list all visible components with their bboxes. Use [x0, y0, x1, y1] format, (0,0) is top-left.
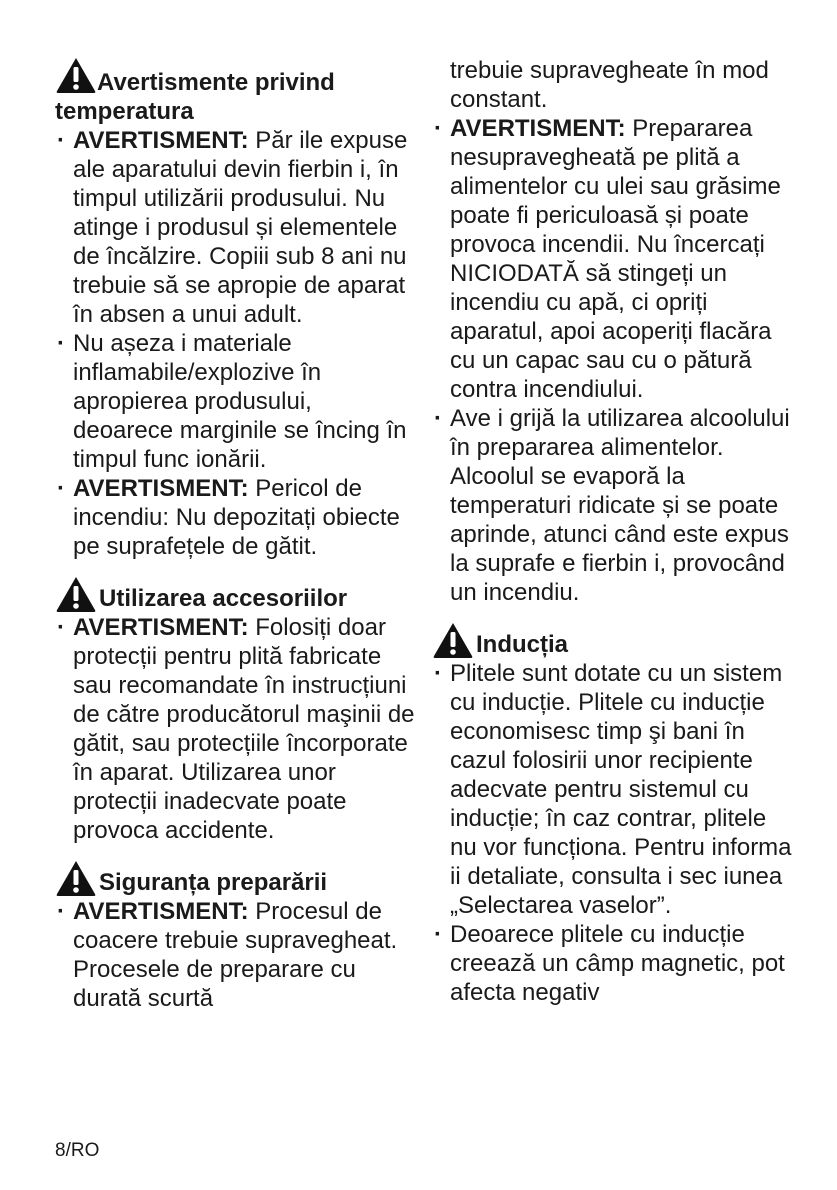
continued-text: trebuie supravegheate în mod constant. [450, 57, 769, 113]
list-item: · Ave i grijă la utilizarea alcoolului în prepararea alimentelor. Alcoolul se evaporă la temperaturi ridicate și se poate aprinde, atunci când este expus la suprafe e fierbin i, provocând un incendiu. [432, 404, 792, 607]
warning-triangle-icon [55, 859, 97, 897]
section-heading-cooking-safety: Siguranța preparării [55, 859, 415, 897]
warning-triangle-icon [55, 56, 97, 94]
left-column [55, 56, 415, 1013]
warning-triangle-icon [432, 621, 474, 659]
bullet-list [432, 659, 792, 1007]
page-number: 8/RO [55, 1140, 100, 1161]
list-item: · AVERTISMENT: Prepararea nesupravegheată pe plită a alimentelor cu ulei sau grăsime poate fi periculoasă și poate provoca incendii. Nu încercați NICIODATĂ să stingeți un incendiu cu apă, ci opriți aparatul, apoi acoperiți flacăra cu un capac sau cu o pătură contra incendiului. [432, 114, 792, 404]
warning-triangle-icon [55, 575, 97, 613]
list-item: · Nu așeza i materiale inflamabile/explozive în apropierea produsului, deoarece marginile se încing în timpul func ionării. [55, 329, 415, 474]
bullet-list [55, 126, 415, 561]
section-heading-induction: Inducția [432, 621, 792, 659]
list-item: · Plitele sunt dotate cu un sistem cu inducție. Plitele cu inducție economisesc timp şi bani în cazul folosirii unor recipiente adecvate pentru sistemul cu inducție; în caz contrar, plitele nu vor funcționa. Pentru informa ii detaliate, consulta i sec iunea „Selectarea vaselor”. [432, 659, 792, 920]
section-heading-accessories: Utilizarea accesoriilor [55, 575, 415, 613]
section-heading-temperature [55, 56, 415, 126]
heading-line-1: Avertismente privind [97, 69, 335, 96]
section-induction [432, 621, 792, 1007]
section-cooking-safety [55, 859, 415, 1013]
bullet-list [55, 897, 415, 1013]
bullet-list [432, 114, 792, 607]
heading-line-2: temperatura [55, 98, 194, 125]
list-item: · AVERTISMENT: Procesul de coacere trebuie supravegheat. Procesele de preparare cu durată scurtă [55, 897, 415, 1013]
list-item: · AVERTISMENT: Folosiți doar protecții pentru plită fabricate sau recomandate în instrucțiuni de către producătorul maşinii de gătit, sau protecțiile încorporate în aparat. Utilizarea unor protecții inadecvate poate provoca accidente. [55, 613, 415, 845]
right-column [432, 56, 792, 1007]
list-item: · AVERTISMENT: Pericol de incendiu: Nu depozitați obiecte pe suprafețele de gătit. [55, 474, 415, 561]
bullet-list [55, 613, 415, 845]
list-item: · AVERTISMENT: Păr ile expuse ale aparatului devin fierbin i, în timpul utilizării produsului. Nu atinge i produsul și elementele de încălzire. Copiii sub 8 ani nu trebuie să se apropie de aparat în absen a unui adult. [55, 126, 415, 329]
section-accessories [55, 575, 415, 845]
section-temperature-warnings [55, 56, 415, 561]
list-item: · Deoarece plitele cu inducție creează un câmp magnetic, pot afecta negativ [432, 920, 792, 1007]
